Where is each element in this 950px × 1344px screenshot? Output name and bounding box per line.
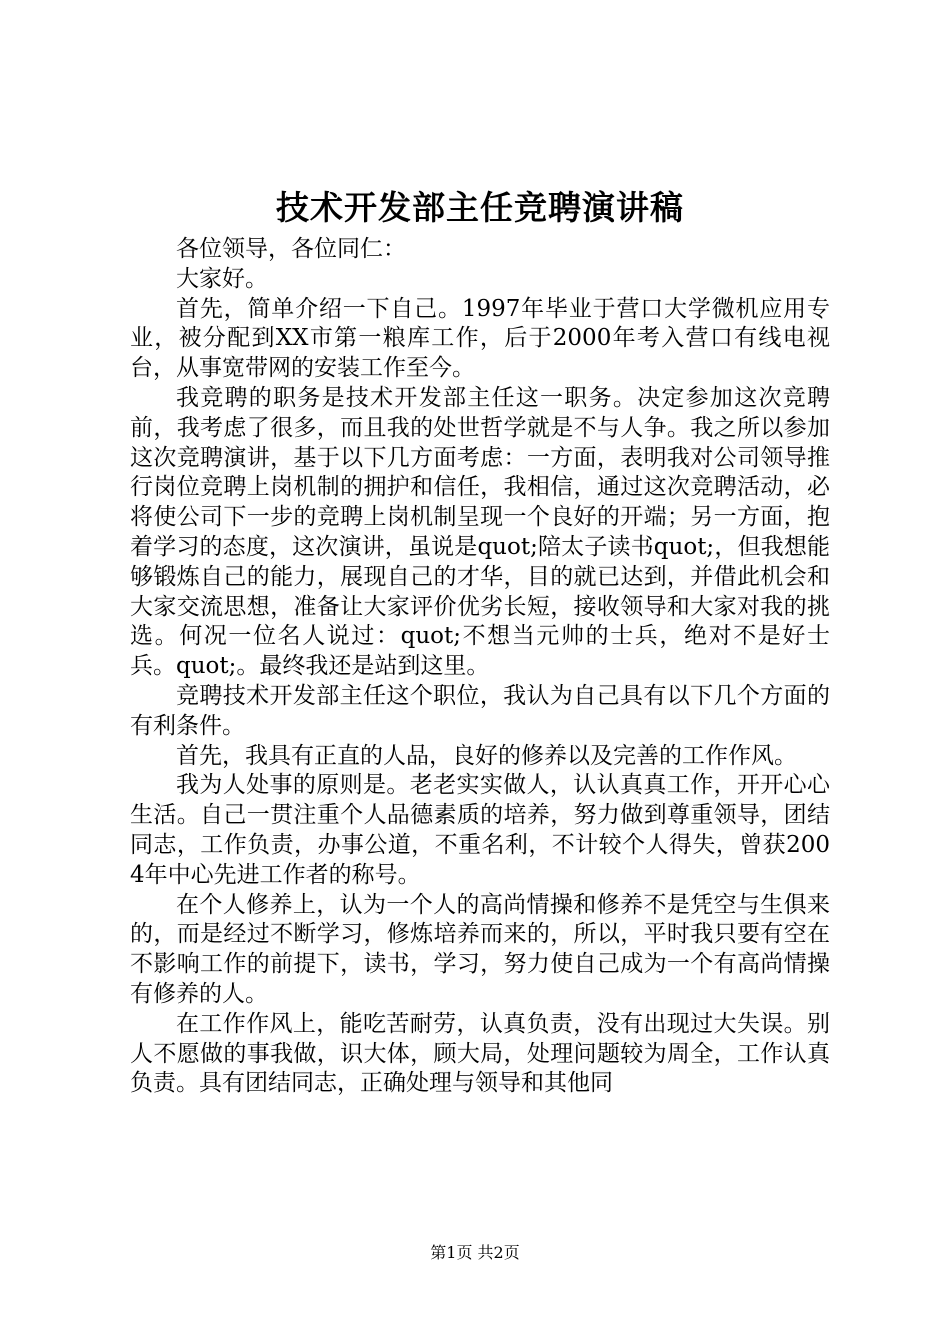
paragraph-principles: 我为人处事的原则是。老老实实做人，认认真真工作，开开心心生活。自己一贯注重个人品德素质的培养，努力做到尊重领导，团结同志，工作负责，办事公道，不重名利，不计较个人得失，曾获2004年中心先进工作者的称号。 (130, 772, 830, 888)
page-number-footer: 第1页 共2页 (430, 1243, 520, 1262)
paragraph-hello: 大家好。 (176, 265, 268, 292)
paragraph-motivation: 我竞聘的职务是技术开发部主任这一职务。决定参加这次竞聘前，我考虑了很多，而且我的处世哲学就是不与人争。我之所以参加这次竞聘演讲，基于以下几方面考虑：一方面，表明我对公司领导推行岗位竞聘上岗机制的拥护和信任，我相信，通过这次竞聘活动，必将使公司下一步的竞聘上岗机制呈现一个良好的开端；另一方面，抱着学习的态度，这次演讲，虽说是quot;陪太子读书quot;，但我想能够锻炼自己的能力，展现自己的才华，目的就已达到，并借此机会和大家交流思想，准备让大家评价优劣长短，接收领导和大家对我的挑选。何况一位名人说过：quot;不想当元帅的士兵，绝对不是好士兵。quot;。最终我还是站到这里。 (130, 384, 830, 680)
paragraph-self-cultivation: 在个人修养上，认为一个人的高尚情操和修养不是凭空与生俱来的，而是经过不断学习，修炼培养而来的，所以，平时我只要有空在不影响工作的前提下，读书，学习，努力使自己成为一个有高尚情操有修养的人。 (130, 891, 830, 1007)
document-title: 技术开发部主任竞聘演讲稿 (276, 188, 684, 227)
paragraph-character: 首先，我具有正直的人品，良好的修养以及完善的工作作风。 (176, 742, 797, 769)
document-body (130, 235, 830, 1099)
paragraph-greeting: 各位领导，各位同仁： (176, 236, 406, 262)
document-page (130, 185, 830, 1099)
paragraph-introduction: 首先，简单介绍一下自己。1997年毕业于营口大学微机应用专业，被分配到XX市第一粮库工作，后于2000年考入营口有线电视台，从事宽带网的安装工作至今。 (130, 295, 830, 382)
paragraph-work-style: 在工作作风上，能吃苦耐劳，认真负责，没有出现过大失误。别人不愿做的事我做，识大体，顾大局，处理问题较为周全，工作认真负责。具有团结同志，正确处理与领导和其他同 (130, 1010, 830, 1097)
paragraph-conditions-intro: 竞聘技术开发部主任这个职位，我认为自己具有以下几个方面的有利条件。 (130, 682, 830, 739)
